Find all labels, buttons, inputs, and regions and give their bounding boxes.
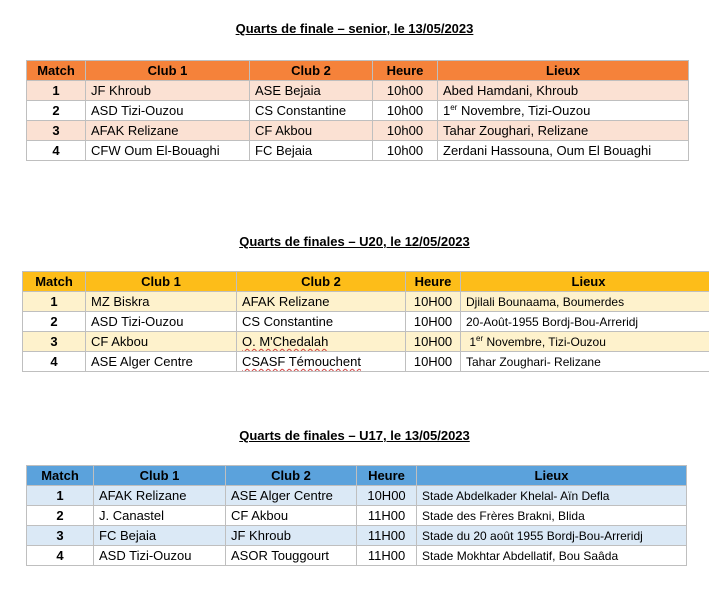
venue-cell: Stade Abdelkader Khelal- Aïn Defla <box>417 486 687 506</box>
col-heure: Heure <box>406 272 461 292</box>
club2-cell: ASOR Touggourt <box>226 546 357 566</box>
club1-cell: CF Akbou <box>86 332 237 352</box>
table-row <box>27 546 687 566</box>
club2-cell: JF Khroub <box>226 526 357 546</box>
club1-cell: JF Khroub <box>86 81 250 101</box>
club2-cell: CS Constantine <box>250 101 373 121</box>
title-u20: Quarts de finales – U20, le 12/05/2023 <box>239 234 470 249</box>
venue-cell: Tahar Zoughari- Relizane <box>461 352 709 372</box>
match-number: 1 <box>27 81 86 101</box>
club2-cell <box>237 352 406 372</box>
club2-cell: AFAK Relizane <box>237 292 406 312</box>
club1-cell: ASE Alger Centre <box>86 352 237 372</box>
club1-cell: ASD Tizi-Ouzou <box>94 546 226 566</box>
match-number: 1 <box>27 486 94 506</box>
venue-cell: 20-Août-1955 Bordj-Bou-Arreridj <box>461 312 709 332</box>
match-number: 3 <box>27 121 86 141</box>
time-cell: 10H00 <box>406 352 461 372</box>
table-row <box>27 526 687 546</box>
time-cell: 10H00 <box>406 312 461 332</box>
table-u17 <box>26 465 687 566</box>
table-row <box>23 292 709 312</box>
time-cell: 10h00 <box>373 101 438 121</box>
club1-cell: ASD Tizi-Ouzou <box>86 312 237 332</box>
col-lieux: Lieux <box>417 466 687 486</box>
title-senior: Quarts de finale – senior, le 13/05/2023 <box>235 21 474 36</box>
club1-cell: J. Canastel <box>94 506 226 526</box>
match-number: 4 <box>27 141 86 161</box>
venue-cell: Stade Mokhtar Abdellatif, Bou Saâda <box>417 546 687 566</box>
match-number: 1 <box>23 292 86 312</box>
match-number: 2 <box>27 506 94 526</box>
venue-text: Novembre, Tizi-Ouzou <box>460 103 591 118</box>
col-club2: Club 2 <box>226 466 357 486</box>
table-u20-header <box>23 272 709 292</box>
time-cell: 11H00 <box>357 506 417 526</box>
time-cell: 10h00 <box>373 141 438 161</box>
club1-cell: CFW Oum El-Bouaghi <box>86 141 250 161</box>
club2-cell: FC Bejaia <box>250 141 373 161</box>
club2-cell: CS Constantine <box>237 312 406 332</box>
venue-ordinal: 1 <box>469 334 477 349</box>
table-row <box>23 332 709 352</box>
time-cell: 10h00 <box>373 121 438 141</box>
match-number: 4 <box>23 352 86 372</box>
club1-cell: MZ Biskra <box>86 292 237 312</box>
col-club2: Club 2 <box>237 272 406 292</box>
table-senior-header <box>27 61 689 81</box>
club2-cell: ASE Alger Centre <box>226 486 357 506</box>
venue-ordinal-sup: er <box>450 103 458 112</box>
match-number: 4 <box>27 546 94 566</box>
title-u17: Quarts de finales – U17, le 13/05/2023 <box>239 428 470 443</box>
time-cell: 10H00 <box>406 332 461 352</box>
match-number: 2 <box>23 312 86 332</box>
table-row <box>27 81 689 101</box>
club1-cell: AFAK Relizane <box>94 486 226 506</box>
col-club1: Club 1 <box>86 61 250 81</box>
col-heure: Heure <box>357 466 417 486</box>
venue-cell: Zerdani Hassouna, Oum El Bouaghi <box>438 141 689 161</box>
col-club1: Club 1 <box>86 272 237 292</box>
col-match: Match <box>27 466 94 486</box>
club2-cell <box>237 332 406 352</box>
table-row <box>27 486 687 506</box>
match-number: 2 <box>27 101 86 121</box>
table-row <box>27 121 689 141</box>
time-cell: 10h00 <box>373 81 438 101</box>
time-cell: 11H00 <box>357 526 417 546</box>
col-lieux: Lieux <box>438 61 689 81</box>
club2-text: O. M'Chedalah <box>242 334 329 349</box>
table-u17-header <box>27 466 687 486</box>
venue-text: Novembre, Tizi-Ouzou <box>486 334 606 349</box>
match-number: 3 <box>27 526 94 546</box>
time-cell: 11H00 <box>357 546 417 566</box>
table-row <box>27 506 687 526</box>
venue-cell <box>438 101 689 121</box>
col-match: Match <box>23 272 86 292</box>
club1-cell: ASD Tizi-Ouzou <box>86 101 250 121</box>
club2-cell: CF Akbou <box>226 506 357 526</box>
venue-cell: Stade des Frères Brakni, Blida <box>417 506 687 526</box>
venue-ordinal: 1 <box>443 103 451 118</box>
table-row <box>27 141 689 161</box>
table-row <box>23 352 709 372</box>
table-row <box>23 312 709 332</box>
col-heure: Heure <box>373 61 438 81</box>
club1-cell: AFAK Relizane <box>86 121 250 141</box>
venue-cell: Stade du 20 août 1955 Bordj-Bou-Arreridj <box>417 526 687 546</box>
venue-ordinal-sup: er <box>476 333 484 343</box>
club2-text: CSASF Témouchent <box>242 354 361 369</box>
table-senior <box>26 60 689 161</box>
match-number: 3 <box>23 332 86 352</box>
col-club1: Club 1 <box>94 466 226 486</box>
club1-cell: FC Bejaia <box>94 526 226 546</box>
table-u20 <box>22 271 709 372</box>
table-row <box>27 101 689 121</box>
venue-cell: Tahar Zoughari, Relizane <box>438 121 689 141</box>
venue-cell: Djilali Bounaama, Boumerdes <box>461 292 709 312</box>
col-match: Match <box>27 61 86 81</box>
time-cell: 10H00 <box>406 292 461 312</box>
club2-cell: ASE Bejaia <box>250 81 373 101</box>
venue-cell: Abed Hamdani, Khroub <box>438 81 689 101</box>
col-lieux: Lieux <box>461 272 709 292</box>
time-cell: 10H00 <box>357 486 417 506</box>
venue-cell <box>461 332 709 352</box>
club2-cell: CF Akbou <box>250 121 373 141</box>
col-club2: Club 2 <box>250 61 373 81</box>
